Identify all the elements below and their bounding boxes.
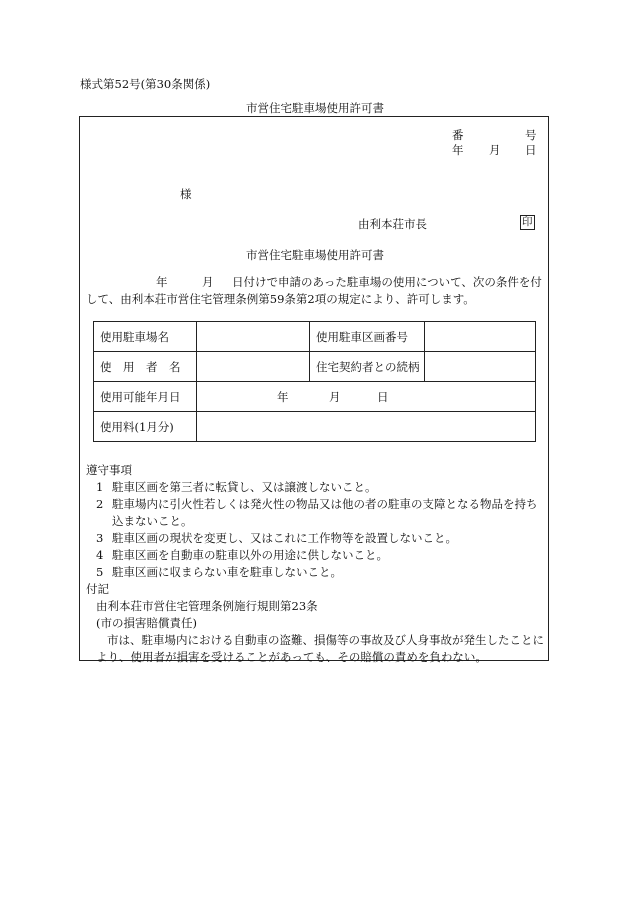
list-item: 2 駐車場内に引火性若しくは発火性の物品又は他の者の駐車の支障となる物品を持ち込まないこと。	[96, 497, 538, 528]
available-date-value	[197, 382, 536, 412]
table-row	[94, 382, 536, 412]
appendix-text: 市は、駐車場内における自動車の盗難、損傷等の事故及び人身事故が発生したことにより、使用者が損害を受けることがあっても、その賠償の責めを負わない。	[96, 633, 544, 664]
list-item: 3 駐車区画の現状を変更し、又はこれに工作物等を設置しないこと。	[96, 531, 457, 545]
relationship-value	[425, 352, 536, 382]
form-number: 様式第52号(第30条関係)	[80, 77, 211, 91]
parking-name-value	[197, 322, 310, 352]
list-item: 5 駐車区画に収まらない車を駐車しないこと。	[96, 565, 342, 579]
fee-label: 使用料(1月分)	[94, 412, 197, 442]
space-number-label: 使用駐車区画番号	[310, 322, 425, 352]
available-year: 年	[277, 390, 289, 404]
permit-title: 市営住宅駐車場使用許可書	[246, 248, 384, 262]
date-month-label: 月	[489, 143, 501, 157]
conditions-section	[86, 462, 544, 666]
table-row	[94, 322, 536, 352]
date-day-label: 日	[525, 143, 537, 157]
appendix-heading: 付記	[86, 582, 109, 596]
conditions-heading: 遵守事項	[86, 463, 132, 477]
intro-rest: 日付けで申請のあった駐車場の使用について、次の条件を付	[232, 275, 542, 289]
permit-frame	[79, 116, 549, 664]
seal-mark: 印	[522, 216, 533, 228]
user-name-value	[197, 352, 310, 382]
appendix-rule: 由利本荘市営住宅管理条例施行規則第23条	[96, 599, 318, 613]
number-label: 番	[452, 128, 464, 142]
intro-year: 年	[156, 275, 168, 289]
permit-table	[93, 321, 536, 442]
list-item: 1 駐車区画を第三者に転貸し、又は譲渡しないこと。	[96, 480, 377, 494]
space-number-value	[425, 322, 536, 352]
user-name-label: 使 用 者 名	[94, 352, 197, 382]
available-day: 日	[377, 390, 389, 404]
available-month: 月	[329, 390, 341, 404]
table-row	[94, 352, 536, 382]
list-item: 4 駐車区画を自動車の駐車以外の用途に供しないこと。	[96, 548, 388, 562]
available-date-label: 使用可能年月日	[94, 382, 197, 412]
addressee-suffix: 様	[180, 187, 192, 201]
intro-month: 月	[202, 275, 214, 289]
parking-name-label: 使用駐車場名	[94, 322, 197, 352]
table-row	[94, 412, 536, 442]
document-title: 市営住宅駐車場使用許可書	[246, 101, 384, 115]
number-suffix: 号	[525, 128, 537, 142]
intro-paragraph	[86, 274, 544, 308]
relationship-label: 住宅契約者との続柄	[310, 352, 425, 382]
appendix-subheading: (市の損害賠償責任)	[96, 616, 197, 630]
intro-line-2: して、由利本荘市営住宅管理条例第59条第2項の規定により、許可します。	[86, 292, 475, 306]
date-year-label: 年	[452, 143, 464, 157]
issuer-name: 由利本荘市長	[358, 217, 427, 231]
fee-value	[197, 412, 536, 442]
